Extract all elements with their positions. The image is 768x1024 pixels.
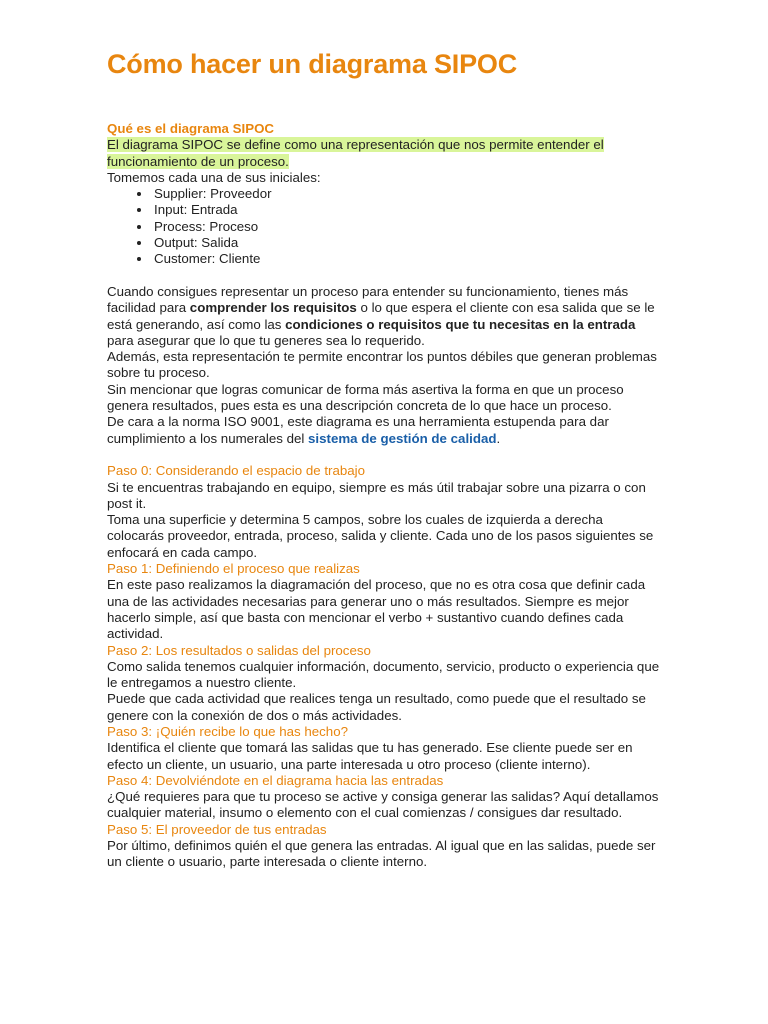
highlighted-definition: El diagrama SIPOC se define como una representación que nos permite entender el funcionamiento de un proceso.	[107, 137, 604, 169]
list-item: • Customer: Cliente	[152, 251, 661, 267]
step-heading: Paso 2: Los resultados o salidas del proceso	[107, 642, 371, 658]
step-paragraph: Puede que cada actividad que realices tenga un resultado, como puede que el resultado se genere con la conexión de dos o más actividades.	[107, 691, 646, 723]
step-3	[107, 724, 661, 773]
page-title: Cómo hacer un diagrama SIPOC	[107, 49, 517, 79]
step-heading: Paso 4: Devolviéndote en el diagrama hacia las entradas	[107, 772, 444, 788]
step-1	[107, 561, 661, 642]
initials-intro: Tomemos cada una de sus iniciales:	[107, 169, 321, 185]
initials-list	[107, 186, 661, 267]
step-paragraph: En este paso realizamos la diagramación del proceso, que no es otra cosa que definir cada una de las actividades necesarias para generar uno o más resultados. Siempre es mejor hacerlo simple, así que basta con mencionar el verbo + sustantivo cuando defines cada actividad.	[107, 577, 646, 642]
spacer	[107, 447, 661, 463]
definition-paragraph	[107, 137, 661, 170]
document-body	[107, 121, 661, 871]
step-heading: Paso 5: El proveedor de tus entradas	[107, 821, 327, 837]
step-5	[107, 822, 661, 871]
step-2	[107, 643, 661, 724]
paragraph-weak-points: Además, esta representación te permite encontrar los puntos débiles que generan problemas sobre tu proceso.	[107, 349, 657, 381]
list-item: • Output: Salida	[152, 235, 661, 251]
quality-system-link[interactable]: sistema de gestión de calidad	[308, 430, 497, 446]
step-0	[107, 463, 661, 561]
paragraph-requirements: Cuando consigues representar un proceso para entender su funcionamiento, tienes más facilidad para comprender los requisitos o lo que espera el cliente con esa salida que se le está generando, así como las condiciones o requisitos que tu necesitas en la entrada para asegurar que lo que tu generes sea lo requerido.	[107, 283, 655, 348]
step-heading: Paso 1: Definiendo el proceso que realizas	[107, 561, 360, 577]
step-paragraph: Como salida tenemos cualquier información, documento, servicio, producto o experiencia que le entregamos a nuestro cliente.	[107, 658, 660, 691]
bold-text: comprender los requisitos	[189, 300, 357, 316]
step-paragraph: ¿Qué requieres para que tu proceso se active y consiga generar las salidas? Aquí detallamos cualquier material, insumo o elemento con el cual comienzas / consigues dar resultado.	[107, 789, 659, 821]
step-heading: Paso 0: Considerando el espacio de trabajo	[107, 463, 365, 479]
step-paragraph: Si te encuentras trabajando en equipo, siempre es más útil trabajar sobre una pizarra o con post it.	[107, 479, 646, 511]
step-paragraph: Identifica el cliente que tomará las salidas que tu has generado. Ese cliente puede ser en efecto un cliente, un usuario, una parte interesada u otro proceso (cliente interno).	[107, 740, 633, 772]
step-4	[107, 773, 661, 822]
step-paragraph: Por último, definimos quién el que genera las entradas. Al igual que en las salidas, puede ser un cliente o usuario, parte interesada o cliente interno.	[107, 838, 656, 870]
section-title: Qué es el diagrama SIPOC	[107, 121, 275, 136]
step-heading: Paso 3: ¡Quién recibe lo que has hecho?	[107, 723, 348, 739]
list-item: • Supplier: Proveedor	[152, 186, 661, 202]
spacer	[107, 268, 661, 284]
list-item: • Process: Proceso	[152, 219, 661, 235]
step-paragraph: Toma una superficie y determina 5 campos, sobre los cuales de izquierda a derecha colocarás proveedor, entrada, proceso, salida y cliente. Cada uno de los pasos siguientes se enfocará en cada campo.	[107, 512, 654, 560]
paragraph-communication: Sin mencionar que logras comunicar de forma más asertiva la forma en que un proceso genera resultados, pues esta es una descripción concreta de lo que hace un proceso.	[107, 381, 624, 414]
list-item: • Input: Entrada	[152, 202, 661, 218]
paragraph-iso: De cara a la norma ISO 9001, este diagrama es una herramienta estupenda para dar cumplimiento a los numerales del sistema de gestión de calidad.	[107, 414, 609, 446]
bold-text: condiciones o requisitos que tu necesitas en la entrada	[285, 316, 636, 332]
